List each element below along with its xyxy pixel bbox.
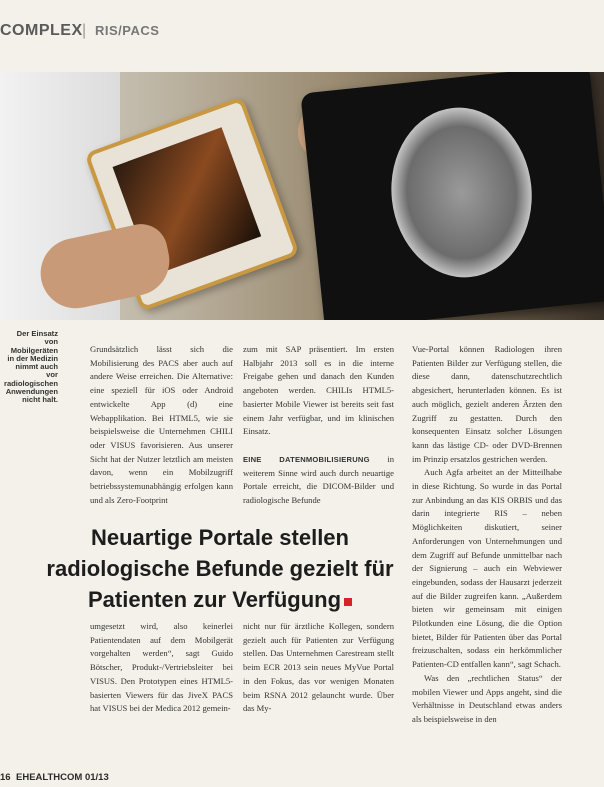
column-1-top	[90, 343, 233, 507]
column-3	[412, 343, 562, 727]
paragraph: nicht nur für ärztliche Kollegen, sondern gezielt auch für Patienten zur Verfügung stellen. Das Unternehmen Carestream stellt beim ECR 2013 sein neues MyVue Portal in den Fokus, das vor wenigen Monaten beim RSNA 2012 gelauncht wurde. Über das My-	[243, 621, 394, 714]
brain-ct-image	[383, 101, 540, 285]
magazine-name: EHEALTHCOM 01/13	[16, 772, 109, 783]
header-separator: |	[82, 22, 87, 39]
photo-caption: Der Einsatz von Mobilgeräten in der Medizin nimmt auch vor radiologischen Anwendungen nicht halt.	[3, 329, 58, 405]
paragraph: Auch Agfa arbeitet an der Mitteilhabe in diese Richtung. So wurde in das Portal zur Anbindung an das KIS ORBIS und das darin integrierte RIS – neben Möglichkeiten diskutiert, seiner Anforderungen von Unternehmungen und dem Zugriff auf Befunde unmittelbar nach der Signierung – auch ein Webviewer eingebunden, sodass der Hausarzt jederzeit auf die Bilder zugreifen kann. „Außerdem bieten wir gemeinsam mit einigen Pilotkunden eine Lösung, die die Option bietet, Bilder für Patienten über das Portal freizuschalten, sodass ein herkömmlicher Patienten-CD entfallen kann“, sagt Schach.	[412, 467, 562, 670]
column-1-bottom	[90, 620, 233, 716]
paragraph: umgesetzt wird, also keinerlei Patientendaten auf dem Mobilgerät vorgehalten werden“, sagt Guido Bötscher, Produkt-/Vertriebsleiter bei VISUS. Den Prototypen eines HTML5-basierten Viewers für das JiveX PACS hat VISUS bei der Medica 2012 gemein-	[90, 621, 233, 714]
magazine-section-brand: COMPLEX	[0, 22, 83, 39]
article-photo	[0, 72, 604, 320]
paragraph: Grundsätzlich lässt sich die Mobilisierung des PACS aber auch auf andere Weise erreichen. Die Alternative: eine speziell für iOS oder Android entwickelte App (d) eine Webapplikation. Bei HTML5, wie sie beispielsweise die Unternehmen CHILI oder VISUS favorisieren. Aus unserer Sicht hat der Nutzer letztlich am meisten davon, wenn ein Mobilzugriff betriebssystemunabhängig erfolgen kann und als Zero-Footprint	[90, 344, 233, 505]
pull-quote	[40, 522, 400, 615]
column-2-top	[243, 343, 394, 508]
subheading: EINE DATENMOBILISIERUNG	[243, 454, 370, 464]
tablet-right-ct-scan	[300, 72, 604, 320]
paragraph: Was den „rechtlichen Status“ der mobilen Viewer und Apps angeht, sind die Verhältnisse in Deutschland etwas anders als beispielsweise in den	[412, 672, 562, 724]
section-label: RIS/PACS	[95, 23, 160, 38]
end-mark-icon	[344, 598, 352, 606]
paragraph-text: in weiterem Sinne wird auch durch neuartige Portale erreicht, die DICOM-Bilder und radiologische Befunde	[243, 453, 394, 506]
paragraph: zum mit SAP präsentiert. Im ersten Halbjahr 2013 soll es in die interne Freigabe gehen und danach den Kunden angeboten werden. CHILIs HTML5-basierter Mobile Viewer ist bereits seit fast einem Jahr verfügbar, und im klinischen Einsatz.	[243, 344, 394, 437]
column-2-bottom	[243, 620, 394, 716]
page-number: 16	[0, 772, 11, 783]
page-header	[0, 22, 604, 42]
paragraph: Vue-Portal können Radiologen ihren Patienten Bilder zur Verfügung stellen, die diese dann, datenschutzrechtlich abgesichert, herunterladen können. Es ist auch möglich, gezielt anderen Ärzten den Zugriff zu gestatten. Durch den konsequenten Einsatz solcher Lösungen kann das lästige CD- oder DVD-Brennen im Prinzip ersatzlos gestrichen werden.	[412, 344, 562, 464]
paragraph	[243, 453, 394, 508]
pull-quote-text: Neuartige Portale stellen radiologische Befunde gezielt für Patienten zur Verfügung	[46, 525, 394, 612]
